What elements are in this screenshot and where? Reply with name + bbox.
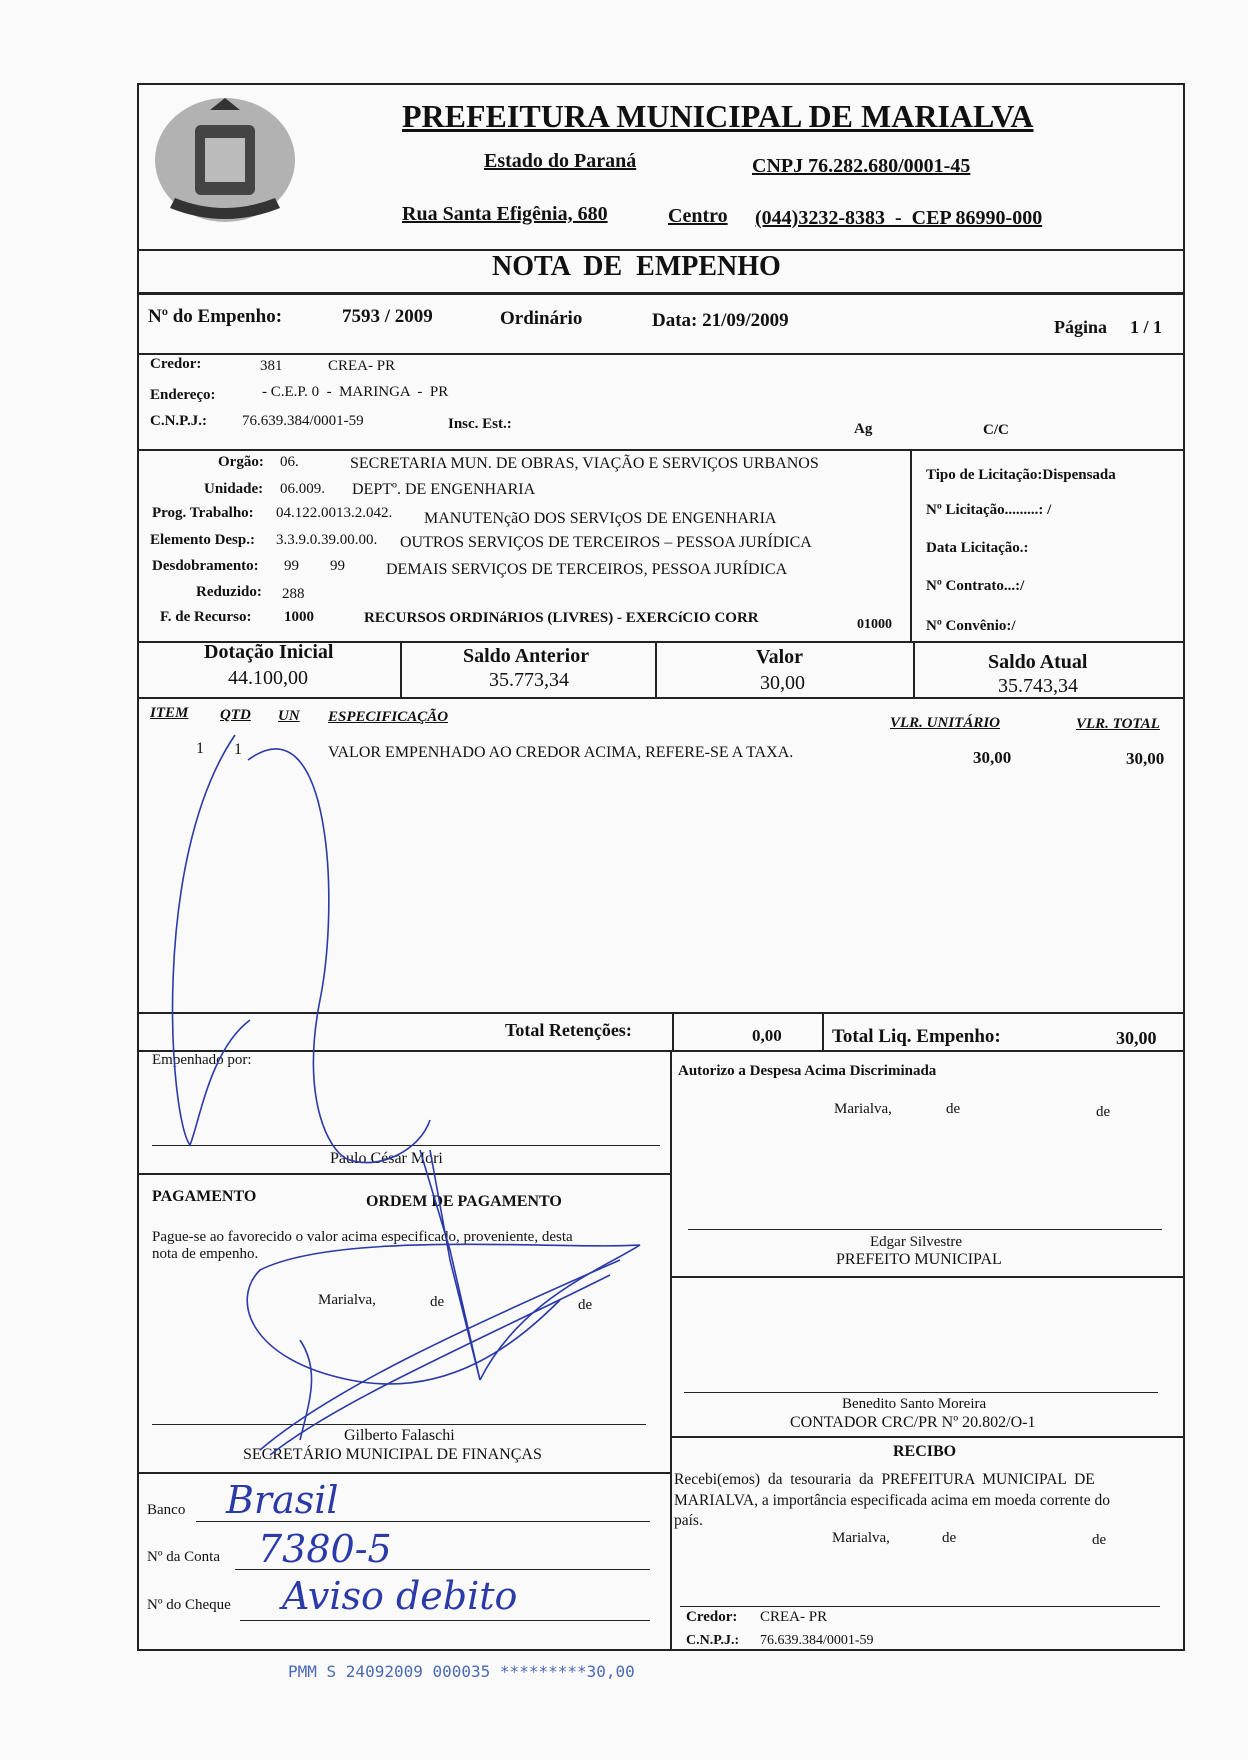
autorizo-de-2: de [1096, 1104, 1111, 1120]
divider [137, 449, 1185, 451]
divider [400, 641, 402, 697]
credor-label: Credor: [150, 356, 202, 372]
divider [137, 1012, 1185, 1014]
recibo-cnpj-label: C.N.P.J.: [686, 1633, 740, 1648]
header-title: PREFEITURA MUNICIPAL DE MARIALVA [402, 98, 1034, 134]
pagamento-city: Marialva, [318, 1292, 376, 1308]
conta-label: Nº da Conta [147, 1549, 220, 1565]
col-un: UN [278, 708, 300, 724]
secretario-title: SECRETÁRIO MUNICIPAL DE FINANÇAS [243, 1446, 542, 1463]
divider [137, 292, 1185, 295]
signature-line [152, 1145, 660, 1146]
valor-label: Valor [756, 646, 804, 668]
licitacao-convenio: Nº Convênio:/ [926, 618, 1016, 634]
prefeito-title: PREFEITO MUNICIPAL [836, 1251, 1002, 1268]
licitacao-contrato: Nº Contrato...:/ [926, 578, 1025, 594]
divider [137, 1472, 670, 1474]
prog-trabalho-label: Prog. Trabalho: [152, 505, 254, 521]
unidade-desc: DEPTº. DE ENGENHARIA [352, 481, 536, 498]
elemento-value: 3.3.9.0.39.00.00. [276, 532, 378, 548]
orgao-value: 06. [280, 454, 299, 470]
cheque-label: Nº do Cheque [147, 1597, 231, 1613]
banco-label: Banco [147, 1502, 186, 1518]
saldo-anterior-label: Saldo Anterior [463, 645, 590, 667]
col-qtd: QTD [220, 707, 251, 723]
divider [672, 1012, 674, 1050]
orgao-desc: SECRETARIA MUN. DE OBRAS, VIAÇÃO E SERVIÇOS URBANOS [350, 455, 819, 472]
licitacao-tipo: Tipo de Licitação:Dispensada [926, 467, 1116, 483]
divider [910, 449, 912, 641]
col-item: ITEM [150, 705, 189, 721]
recibo-text-3: país. [674, 1512, 703, 1529]
valor-value: 30,00 [760, 672, 805, 694]
divider [137, 353, 1185, 355]
recibo-credor-value: CREA- PR [760, 1609, 828, 1625]
recibo-de-1: de [942, 1530, 957, 1546]
signature-line [688, 1229, 1162, 1230]
credor-name: CREA- PR [328, 358, 396, 374]
orgao-label: Orgão: [218, 454, 264, 470]
desdobramento-value-1: 99 [284, 558, 299, 574]
autorizo-label: Autorizo a Despesa Acima Discriminada [678, 1063, 937, 1079]
empenhado-name: Paulo César Mori [330, 1150, 443, 1167]
contador-title: CONTADOR CRC/PR Nº 20.802/O-1 [790, 1414, 1036, 1431]
cnpj-value: 76.639.384/0001-59 [242, 413, 364, 429]
recibo-text-2: MARIALVA, a importância especificada acima em moeda corrente do [674, 1492, 1110, 1509]
saldo-atual-label: Saldo Atual [988, 651, 1088, 673]
desdobramento-value-2: 99 [330, 558, 345, 574]
elemento-desc: OUTROS SERVIÇOS DE TERCEIROS – PESSOA JURÍDICA [400, 534, 812, 551]
prefeito-name: Edgar Silvestre [870, 1234, 963, 1250]
item-number: 1 [196, 740, 204, 757]
divider [655, 641, 657, 697]
reduzido-label: Reduzido: [196, 584, 262, 600]
divider [670, 1436, 1185, 1438]
saldo-anterior-value: 35.773,34 [489, 669, 569, 691]
prog-trabalho-desc: MANUTENçãO DOS SERVIçOS DE ENGENHARIA [424, 510, 777, 527]
prog-trabalho-value: 04.122.0013.2.042. [276, 505, 393, 521]
conta-value[interactable]: 7380-5 [258, 1527, 392, 1571]
empenho-date: Data: 21/09/2009 [652, 310, 789, 331]
dotacao-value: 44.100,00 [228, 667, 308, 689]
licitacao-numero: Nº Licitação.........: / [926, 502, 1052, 518]
divider [913, 641, 915, 697]
item-especificacao: VALOR EMPENHADO AO CREDOR ACIMA, REFERE-SE A TAXA. [328, 744, 794, 761]
recibo-label: RECIBO [893, 1443, 957, 1460]
header-cnpj: CNPJ 76.282.680/0001-45 [752, 155, 971, 177]
recibo-text-1: Recebi(emos) da tesouraria da PREFEITURA MUNICIPAL DE [674, 1471, 1095, 1488]
elemento-label: Elemento Desp.: [150, 532, 255, 548]
recibo-cnpj-value: 76.639.384/0001-59 [760, 1633, 874, 1648]
divider [670, 1276, 1185, 1278]
saldo-atual-value: 35.743,34 [998, 675, 1078, 697]
document-title: NOTA DE EMPENHO [492, 251, 781, 282]
header-street: Rua Santa Efigênia, 680 [402, 203, 608, 225]
cheque-field-line [240, 1620, 650, 1621]
desdobramento-desc: DEMAIS SERVIÇOS DE TERCEIROS, PESSOA JURÍDICA [386, 561, 788, 578]
item-vlr-unitario: 30,00 [973, 748, 1012, 767]
signature-line [684, 1392, 1158, 1393]
pagamento-text-2: nota de empenho. [152, 1246, 259, 1262]
unidade-label: Unidade: [204, 481, 264, 497]
header-state: Estado do Paraná [484, 150, 637, 172]
licitacao-data: Data Licitação.: [926, 540, 1029, 556]
pagamento-text-1: Pague-se ao favorecido o valor acima especificado, proveniente, desta [152, 1229, 573, 1245]
page-label: Página [1054, 317, 1108, 337]
divider [137, 1050, 1185, 1052]
agency-label: Ag [854, 421, 873, 437]
header-phone-cep: (044)3232-8383 - CEP 86990-000 [755, 207, 1043, 229]
autorizo-city: Marialva, [834, 1101, 892, 1117]
dotacao-label: Dotação Inicial [204, 641, 334, 663]
divider [670, 1050, 672, 1651]
municipal-crest-icon [150, 90, 300, 230]
ordem-pagamento-label: ORDEM DE PAGAMENTO [366, 1193, 562, 1210]
empenho-type: Ordinário [500, 308, 583, 329]
page-number: 1 / 1 [1130, 317, 1163, 337]
empenho-label: Nº do Empenho: [148, 306, 283, 327]
recibo-city: Marialva, [832, 1530, 890, 1546]
banco-value[interactable]: Brasil [226, 1478, 339, 1522]
divider [137, 1173, 670, 1175]
secretario-name: Gilberto Falaschi [344, 1427, 455, 1444]
item-vlr-total: 30,00 [1126, 749, 1165, 768]
liq-empenho-label: Total Liq. Empenho: [832, 1026, 1001, 1047]
desdobramento-label: Desdobramento: [152, 558, 259, 574]
reduzido-value: 288 [282, 586, 305, 602]
pagamento-de-2: de [578, 1297, 593, 1313]
account-label: C/C [983, 422, 1009, 438]
signature-line [680, 1606, 1160, 1607]
endereco-label: Endereço: [150, 387, 216, 403]
recurso-label: F. de Recurso: [160, 609, 252, 625]
autorizo-de-1: de [946, 1101, 961, 1117]
recurso-desc: RECURSOS ORDINáRIOS (LIVRES) - EXERCíCIO CORR [364, 610, 759, 626]
signature-line [152, 1424, 646, 1425]
endereco-value: - C.E.P. 0 - MARINGA - PR [262, 384, 449, 400]
footer-stamp: PMM S 24092009 000035 *********30,00 [288, 1662, 635, 1681]
unidade-value: 06.009. [280, 481, 325, 497]
empenhado-label: Empenhado por: [152, 1052, 252, 1068]
pagamento-label: PAGAMENTO [152, 1188, 257, 1205]
retencoes-label: Total Retenções: [505, 1020, 632, 1040]
divider [822, 1012, 824, 1050]
recurso-value: 1000 [284, 609, 314, 625]
liq-empenho-value: 30,00 [1116, 1028, 1157, 1048]
divider [137, 697, 1185, 699]
col-especificacao: ESPECIFICAÇÃO [328, 709, 449, 725]
item-qtd: 1 [234, 741, 242, 758]
empenho-number: 7593 / 2009 [342, 306, 433, 327]
pagamento-de-1: de [430, 1294, 445, 1310]
contador-name: Benedito Santo Moreira [842, 1396, 987, 1412]
insc-est-label: Insc. Est.: [448, 416, 512, 432]
credor-code: 381 [260, 358, 283, 374]
col-vlr-unitario: VLR. UNITÁRIO [890, 715, 1001, 731]
header-district: Centro [668, 205, 728, 227]
retencoes-value: 0,00 [752, 1026, 782, 1045]
recibo-credor-label: Credor: [686, 1609, 738, 1625]
recibo-de-2: de [1092, 1532, 1107, 1548]
cheque-value[interactable]: Aviso debito [282, 1574, 518, 1618]
cnpj-label: C.N.P.J.: [150, 413, 207, 429]
col-vlr-total: VLR. TOTAL [1076, 716, 1160, 732]
recurso-code: 01000 [857, 617, 892, 632]
